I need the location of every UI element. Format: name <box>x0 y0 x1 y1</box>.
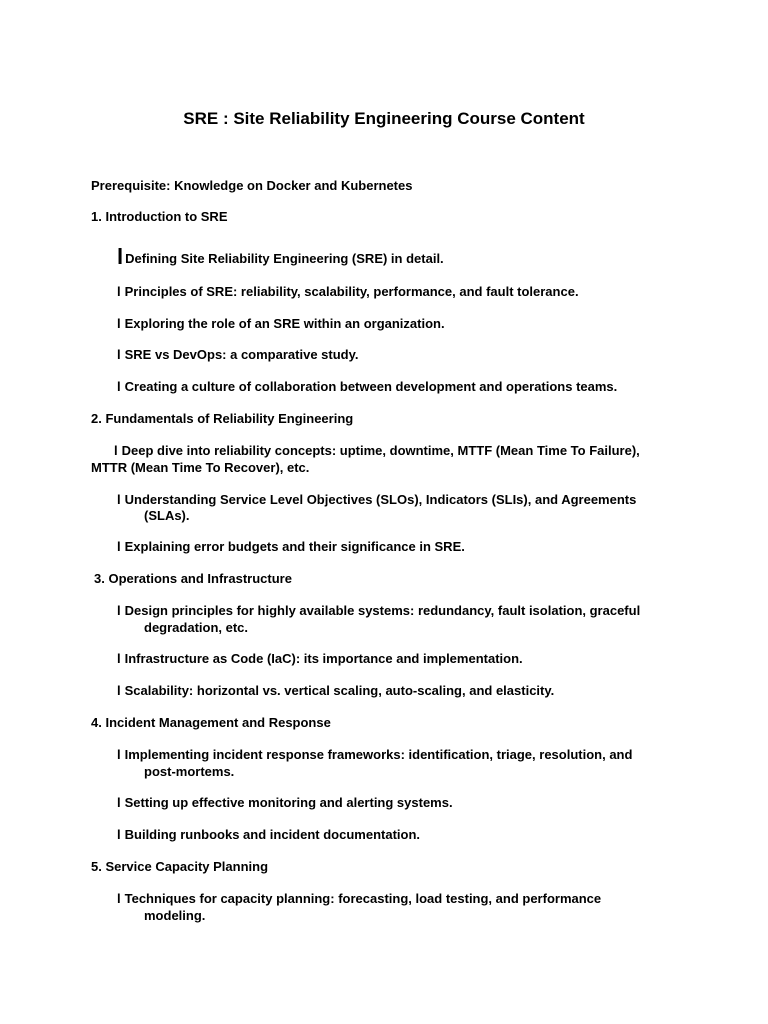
bullet-icon: l <box>117 492 121 507</box>
list-item <box>117 346 358 363</box>
list-item-text: Setting up effective monitoring and alerting systems. <box>124 795 453 810</box>
bullet-icon: l <box>117 244 124 269</box>
list-item-text: Exploring the role of an SRE within an organization. <box>124 316 445 331</box>
section-heading-5: 5. Service Capacity Planning <box>91 859 269 874</box>
list-item <box>117 826 420 843</box>
bullet-icon: l <box>117 316 121 331</box>
list-item-text: Infrastructure as Code (IaC): its importance and implementation. <box>124 651 523 666</box>
section-heading-1: 1. Introduction to SRE <box>91 209 228 224</box>
list-item-text: Building runbooks and incident documentation. <box>124 827 421 842</box>
bullet-icon: l <box>117 795 121 810</box>
list-item-text: Explaining error budgets and their significance in SRE. <box>124 539 465 554</box>
section-heading-3: 3. Operations and Infrastructure <box>94 571 292 586</box>
list-item-text: Understanding Service Level Objectives (SLOs), Indicators (SLIs), and Agreements <box>124 492 637 507</box>
section-heading-4: 4. Incident Management and Response <box>91 715 331 730</box>
list-item <box>117 283 579 300</box>
list-item <box>117 538 465 555</box>
bullet-icon: l <box>117 347 121 362</box>
list-item-text: SRE vs DevOps: a comparative study. <box>124 347 359 362</box>
bullet-icon: l <box>117 651 121 666</box>
list-item-continuation: post-mortems. <box>144 764 235 779</box>
list-item-text: Defining Site Reliability Engineering (SRE) in detail. <box>125 251 444 266</box>
bullet-icon: l <box>117 379 121 394</box>
list-item-text: Creating a culture of collaboration between development and operations teams. <box>124 379 618 394</box>
list-item <box>117 746 632 763</box>
list-item-text: Techniques for capacity planning: forecasting, load testing, and performance <box>124 891 602 906</box>
list-item-text: Deep dive into reliability concepts: uptime, downtime, MTTF (Mean Time To Failure), <box>121 443 640 458</box>
list-item <box>117 650 523 667</box>
list-item <box>117 794 453 811</box>
bullet-icon: l <box>114 443 118 458</box>
list-item-continuation: modeling. <box>144 908 206 923</box>
list-item <box>114 442 640 459</box>
bullet-icon: l <box>117 603 121 618</box>
section-heading-2: 2. Fundamentals of Reliability Engineering <box>91 411 354 426</box>
prerequisite-text: Prerequisite: Knowledge on Docker and Kubernetes <box>91 178 413 193</box>
list-item-text: Scalability: horizontal vs. vertical scaling, auto-scaling, and elasticity. <box>124 683 555 698</box>
list-item-continuation: degradation, etc. <box>144 620 249 635</box>
bullet-icon: l <box>117 284 121 299</box>
list-item <box>117 378 617 395</box>
list-item <box>117 682 554 699</box>
page-title: SRE : Site Reliability Engineering Course Content <box>183 109 585 128</box>
bullet-icon: l <box>117 747 121 762</box>
list-item <box>117 244 444 269</box>
list-item <box>117 890 601 907</box>
list-item-text: Implementing incident response frameworks: identification, triage, resolution, and <box>124 747 633 762</box>
list-item <box>117 602 640 619</box>
list-item-text: Design principles for highly available systems: redundancy, fault isolation, graceful <box>124 603 641 618</box>
bullet-icon: l <box>117 539 121 554</box>
list-item <box>117 491 636 508</box>
list-item <box>117 315 445 332</box>
bullet-icon: l <box>117 891 121 906</box>
bullet-icon: l <box>117 827 121 842</box>
list-item-continuation: (SLAs). <box>144 508 190 523</box>
list-item-continuation: MTTR (Mean Time To Recover), etc. <box>91 460 310 475</box>
list-item-text: Principles of SRE: reliability, scalability, performance, and fault tolerance. <box>124 284 579 299</box>
bullet-icon: l <box>117 683 121 698</box>
